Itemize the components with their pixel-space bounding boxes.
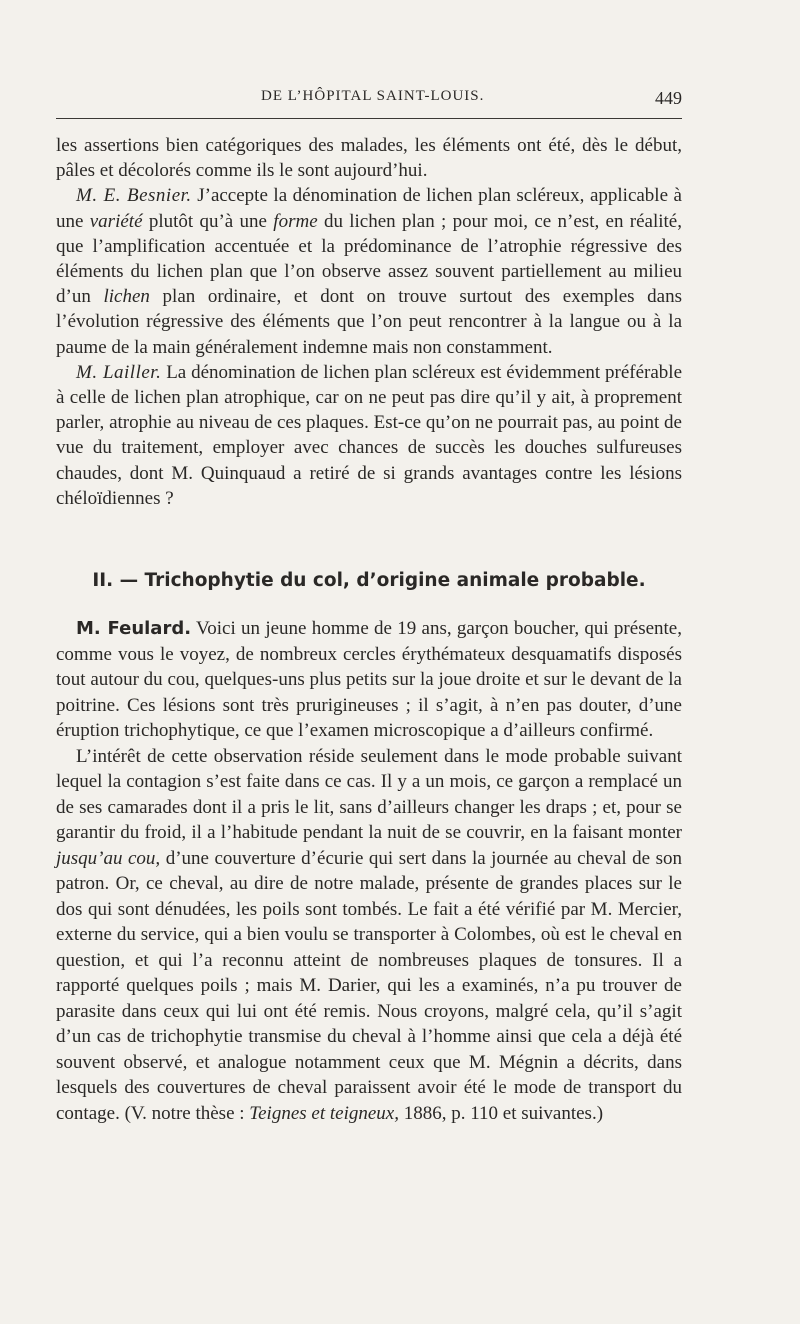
- running-header: [56, 88, 682, 114]
- paragraph-observation: [56, 744, 682, 1127]
- paragraph-text: d’une couverture d’écurie qui sert dans la journée au cheval de son patron. Or, ce cheval, au dire de notre malade, présente de grandes places sur le dos qui sont dénudées, les poils sont tombés. Le fait a été vérifié par M. Mercier, externe du service, qui a bien voulu se transporter à Colombes, où est le cheval en question, et qui l’a reconnu atteint de nombreuses plaques de tonsures. Il a rapporté quelques poils ; mais M. Darier, qui les a examinés, n’a pu trouver de parasite dans ceux qui lui ont été remis. Nous croyons, malgré cela, qu’il s’agit d’un cas de trichophytie transmise du cheval à l’homme ainsi que cela a déjà été souvent observé, et analogue notamment ceux que M. Mégnin a décrits, dans lesquels des couvertures de cheval paraissent avoir été le mode de transport du contage. (V. notre thèse :: [56, 847, 682, 1124]
- paragraph-besnier: [56, 183, 682, 359]
- paragraph-text: La dénomination de lichen plan scléreux est évidemment préférable à celle de lichen plan atrophique, car on ne peut pas dire qu’il y ait, à proprement parler, atrophie au niveau de ces plaques. Est-ce qu’on ne pourrait pas, au point de vue du traitement, employer avec chances de succès les douches sulfureuses chaudes, dont M. Quinquaud a retiré de si grands avantages contre les lésions chéloïdiennes ?: [56, 361, 683, 509]
- paragraph-text: J’accepte la dénomination de lichen plan scléreux, applicable à une: [56, 185, 682, 232]
- emphasis-text: forme: [273, 210, 318, 232]
- page-number: 449: [655, 88, 682, 108]
- discussion-section: [56, 133, 682, 511]
- speaker-name: M. Lailler.: [76, 361, 162, 383]
- paragraph-text: plan ordinaire, et dont on trouve surtout des exemples dans l’évolution régressive des éléments que l’on peut rencontrer à la langue ou à la paume de la main généralement indemne mais non constamment.: [56, 286, 682, 358]
- speaker-name: M. Feulard.: [76, 618, 192, 639]
- paragraph-text: Voici un jeune homme de 19 ans, garçon boucher, qui présente, comme vous le voyez, de nombreux cercles érythémateux desquamatifs disposés tout autour du cou, quelques-uns plus petits sur la joue droite et sur le devant de la poitrine. Ces lésions sont très prurigineuses ; il s’agit, à n’en pas douter, d’une éruption trichophytique, ce que l’examen microscopique a d’ailleurs confirmé.: [56, 618, 682, 741]
- running-title: DE L’HÔPITAL SAINT-LOUIS.: [261, 88, 485, 104]
- paragraph-text: plutôt qu’à une: [142, 210, 274, 232]
- paragraph-feulard: [56, 616, 682, 744]
- emphasis-text: lichen: [103, 286, 150, 308]
- section-heading: II. — Trichophytie du col, d’origine animale probable.: [92, 570, 646, 591]
- book-title: Teignes et teigneux,: [249, 1102, 399, 1124]
- paragraph-continuation: les assertions bien catégoriques des malades, les éléments ont été, dès le début, pâles et décolorés comme ils le sont aujourd’hui.: [56, 135, 682, 182]
- paragraph-text: du lichen plan ; pour moi, ce n’est, en réalité, que l’amplification accentuée et la prédominance de l’atrophie régressive des éléments du lichen plan que l’on observe assez souvent partiellement au milieu d’un: [56, 210, 682, 308]
- paragraph-text: 1886, p. 110 et suivantes.): [398, 1102, 604, 1124]
- emphasis-text: jusqu’au cou,: [56, 847, 161, 869]
- emphasis-text: variété: [89, 210, 143, 232]
- header-rule: [56, 118, 682, 119]
- paragraph-text: L’intérêt de cette observation réside seulement dans le mode probable suivant lequel la contagion s’est faite dans ce cas. Il y a un mois, ce garçon a remplacé un de ses camarades dont il a pris le lit, sans d’ailleurs changer les draps ; et, pour se garantir du froid, il a l’habitude pendant la nuit de se couvrir, en la faisant monter: [56, 745, 682, 843]
- paragraph-lailler: [56, 360, 682, 511]
- case-report-section: [56, 616, 682, 1126]
- speaker-name: M. E. Besnier.: [76, 185, 192, 207]
